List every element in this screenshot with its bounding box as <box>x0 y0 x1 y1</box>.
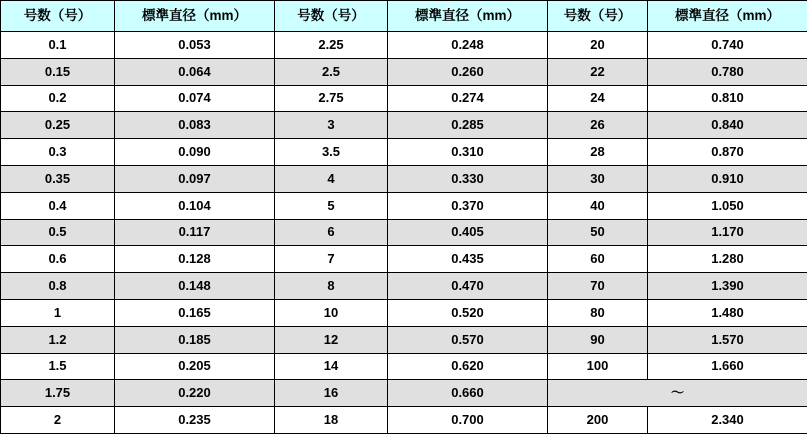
table-row <box>1 380 807 407</box>
table-cell: 0.205 <box>115 353 275 380</box>
table-row <box>1 139 807 166</box>
table-row <box>1 273 807 300</box>
table-cell: 0.470 <box>388 273 548 300</box>
table-cell: 0.405 <box>388 219 548 246</box>
table-cell: 1.75 <box>1 380 115 407</box>
table-cell: 8 <box>275 273 388 300</box>
table-cell: 50 <box>548 219 648 246</box>
table-cell: 0.15 <box>1 58 115 85</box>
table-cell: 22 <box>548 58 648 85</box>
table-cell: 0.840 <box>648 112 807 139</box>
table-cell: 0.235 <box>115 407 275 434</box>
table-cell: 0.3 <box>1 139 115 166</box>
table-cell: 0.310 <box>388 139 548 166</box>
table-row <box>1 58 807 85</box>
table-cell: 24 <box>548 85 648 112</box>
table-cell: 80 <box>548 299 648 326</box>
table-cell: 0.090 <box>115 139 275 166</box>
table-row <box>1 219 807 246</box>
table-cell: 70 <box>548 273 648 300</box>
table-row <box>1 32 807 59</box>
table-cell: 1.280 <box>648 246 807 273</box>
table-cell: 0.053 <box>115 32 275 59</box>
table-cell: 10 <box>275 299 388 326</box>
table-cell: 1.2 <box>1 326 115 353</box>
column-header-diameter-1: 標準直径（mm） <box>115 1 275 32</box>
table-cell: 0.330 <box>388 165 548 192</box>
table-cell: 1 <box>1 299 115 326</box>
table-cell: 0.274 <box>388 85 548 112</box>
table-row <box>1 246 807 273</box>
table-row <box>1 353 807 380</box>
table-cell: 6 <box>275 219 388 246</box>
table-cell: 3.5 <box>275 139 388 166</box>
table-cell: 1.660 <box>648 353 807 380</box>
table-cell: 0.097 <box>115 165 275 192</box>
table-cell: 0.810 <box>648 85 807 112</box>
table-cell: 0.370 <box>388 192 548 219</box>
table-cell: 0.165 <box>115 299 275 326</box>
table-cell: 1.5 <box>1 353 115 380</box>
table-cell: 3 <box>275 112 388 139</box>
table-header <box>1 1 807 32</box>
table-row <box>1 112 807 139</box>
table-cell: 0.083 <box>115 112 275 139</box>
table-cell: 1.050 <box>648 192 807 219</box>
table-cell: 0.248 <box>388 32 548 59</box>
table-row <box>1 192 807 219</box>
table-cell: 0.780 <box>648 58 807 85</box>
table-row <box>1 85 807 112</box>
table-cell: 26 <box>548 112 648 139</box>
table-cell: 60 <box>548 246 648 273</box>
table-cell: 0.104 <box>115 192 275 219</box>
table-cell: 5 <box>275 192 388 219</box>
table-cell: 90 <box>548 326 648 353</box>
table-cell: 0.260 <box>388 58 548 85</box>
table-cell: 0.870 <box>648 139 807 166</box>
table-cell: 0.660 <box>388 380 548 407</box>
table-cell: 0.435 <box>388 246 548 273</box>
table-cell: 0.148 <box>115 273 275 300</box>
table-row <box>1 407 807 434</box>
table-cell: 1.480 <box>648 299 807 326</box>
table-cell: 18 <box>275 407 388 434</box>
table-cell: 0.2 <box>1 85 115 112</box>
table-cell: 1.570 <box>648 326 807 353</box>
table-cell: 0.1 <box>1 32 115 59</box>
table-header-row <box>1 1 807 32</box>
table-cell: 0.6 <box>1 246 115 273</box>
column-header-go-1: 号数（号） <box>1 1 115 32</box>
column-header-go-3: 号数（号） <box>548 1 648 32</box>
table-cell: 2.25 <box>275 32 388 59</box>
table-cell: 16 <box>275 380 388 407</box>
table-cell: 0.910 <box>648 165 807 192</box>
column-header-go-2: 号数（号） <box>275 1 388 32</box>
table-cell: 0.700 <box>388 407 548 434</box>
table-row <box>1 326 807 353</box>
table-cell: 0.128 <box>115 246 275 273</box>
table-cell: 30 <box>548 165 648 192</box>
table-cell: 2.75 <box>275 85 388 112</box>
column-header-diameter-2: 標準直径（mm） <box>388 1 548 32</box>
table-cell: 0.285 <box>388 112 548 139</box>
table-row <box>1 165 807 192</box>
table-cell: 2.340 <box>648 407 807 434</box>
table-cell: 0.570 <box>388 326 548 353</box>
table-cell: 4 <box>275 165 388 192</box>
table-cell: 0.8 <box>1 273 115 300</box>
table-cell: 1.170 <box>648 219 807 246</box>
table-row <box>1 299 807 326</box>
table-cell: 0.064 <box>115 58 275 85</box>
table-cell-range-tilde: ～ <box>548 380 807 407</box>
table-cell: 0.4 <box>1 192 115 219</box>
table-cell: 0.35 <box>1 165 115 192</box>
table-cell: 1.390 <box>648 273 807 300</box>
table-cell: 0.074 <box>115 85 275 112</box>
table-cell: 0.117 <box>115 219 275 246</box>
table-cell: 0.25 <box>1 112 115 139</box>
table-cell: 20 <box>548 32 648 59</box>
table-cell: 2 <box>1 407 115 434</box>
table-cell: 0.185 <box>115 326 275 353</box>
table-cell: 14 <box>275 353 388 380</box>
table-cell: 28 <box>548 139 648 166</box>
table-cell: 0.740 <box>648 32 807 59</box>
table-cell: 0.5 <box>1 219 115 246</box>
table-cell: 2.5 <box>275 58 388 85</box>
table-cell: 0.520 <box>388 299 548 326</box>
table-cell: 7 <box>275 246 388 273</box>
column-header-diameter-3: 標準直径（mm） <box>648 1 807 32</box>
table-body <box>1 32 807 434</box>
table-cell: 12 <box>275 326 388 353</box>
table-cell: 100 <box>548 353 648 380</box>
table-cell: 40 <box>548 192 648 219</box>
table-cell: 0.620 <box>388 353 548 380</box>
table-cell: 0.220 <box>115 380 275 407</box>
table-cell: 200 <box>548 407 648 434</box>
